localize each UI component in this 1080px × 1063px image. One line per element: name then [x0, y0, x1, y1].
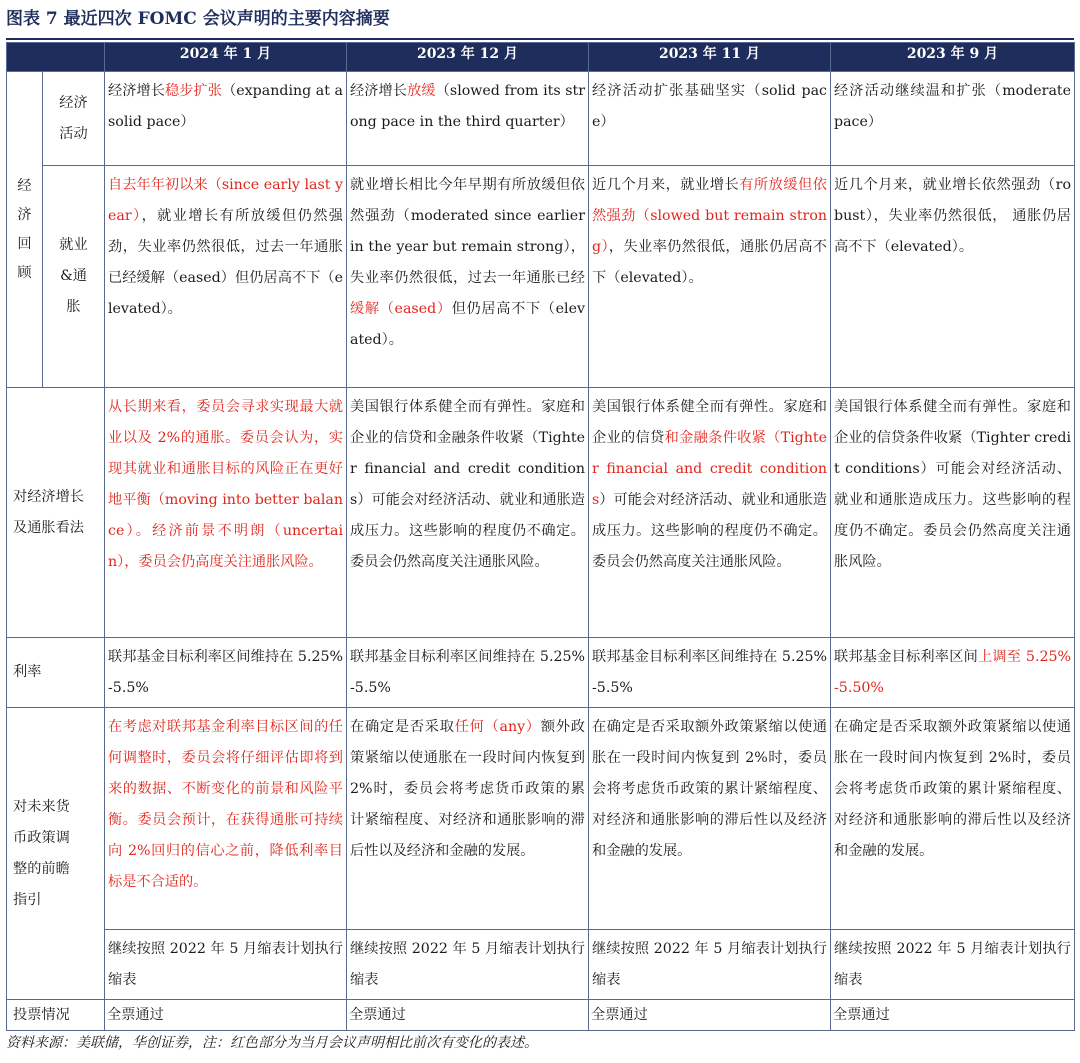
- activity-label: [43, 72, 105, 166]
- source-note: 资料来源：美联储，华创证券，注：红色部分为当月会议声明相比前次有变化的表述。: [6, 1035, 538, 1051]
- employment-2023-12: [347, 166, 589, 388]
- text-segment: ，就业增长有所放缓但仍然强劲，失业率仍然很低，过去一年通胀已经缓解（eased）但仍居高不下（elevated）。: [108, 208, 343, 317]
- outlook-label: [7, 388, 105, 638]
- cell-text: [589, 638, 830, 707]
- row-employment: [7, 166, 1075, 388]
- cell-text: [105, 166, 346, 328]
- rate-2023-11: [589, 638, 831, 708]
- title-divider: [6, 38, 1074, 40]
- rate-2023-12: [347, 638, 589, 708]
- row-outlook: [7, 388, 1075, 638]
- activity-2024-01: [105, 72, 347, 166]
- qt-2024-01-text: 继续按照 2022 年 5 月缩表计划执行缩表: [108, 941, 343, 988]
- qt-2023-12: [347, 930, 589, 1000]
- text-segment: 在确定是否采取额外政策紧缩以使通胀在一段时间内恢复到 2%时，委员会将考虑货币政策的累计紧缩程度、对经济和通胀影响的滞后性以及经济和金融的发展。: [592, 719, 827, 859]
- text-segment: 近几个月来，就业增长依然强劲（robust），失业率仍然很低， 通胀仍居高不下（elevated）。: [834, 177, 1071, 255]
- changed-text: 在考虑对联邦基金利率目标区间的任何调整时，委员会将仔细评估即将到来的数据、不断变化的前景和风险平衡。委员会预计，在获得通胀可持续向 2%回归的信心之前，降低利率目标是不合适的。: [108, 719, 343, 890]
- outlook-2024-01: [105, 388, 347, 638]
- cell-text: [831, 388, 1074, 581]
- cell-text: [831, 166, 1074, 266]
- text-segment: 经济活动扩张基础坚实（solid pace）: [592, 83, 827, 130]
- text-segment: 经济增长: [108, 83, 166, 99]
- vote-2023-11-text: 全票通过: [591, 1007, 648, 1023]
- activity-2023-09: [831, 72, 1075, 166]
- text-segment: 经济增长: [350, 83, 408, 99]
- cell-text: [347, 72, 588, 141]
- header-blank: [7, 43, 105, 72]
- text-segment: 美国银行体系健全而有弹性。家庭和企业的信贷: [592, 399, 827, 446]
- activity-label-text: 经济活动: [59, 94, 88, 142]
- row-vote: [7, 1000, 1075, 1031]
- activity-2023-12: [347, 72, 589, 166]
- cell-text: [831, 72, 1074, 141]
- text-segment: ）可能会对经济活动、就业和通胀造成压力。这些影响的程度仍不确定。委员会仍然高度关注通胀风险。: [592, 492, 827, 570]
- changed-text: 缓解（eased）: [350, 301, 452, 317]
- text-segment: 联邦基金目标利率区间维持在 5.25%-5.5%: [350, 649, 585, 696]
- text-segment: 但仍居高不下（elevated）。: [350, 301, 585, 348]
- vote-2024-01: [105, 1000, 347, 1031]
- rate-label-text: 利率: [13, 664, 42, 680]
- header-2023-09: 2023 年 9 月: [831, 43, 1075, 72]
- changed-text: 放缓: [407, 83, 436, 99]
- guidance-label-text: 对未来货币政策调整的前瞻指引: [13, 798, 70, 908]
- row-activity: [7, 72, 1075, 166]
- review-label-text: 经济回顾: [17, 177, 32, 281]
- fomc-summary-table: [6, 42, 1075, 1031]
- changed-text: 任何（any）: [454, 719, 541, 735]
- cell-text: [347, 638, 588, 707]
- vote-2024-01-text: 全票通过: [107, 1007, 164, 1023]
- qt-2023-09-text: 继续按照 2022 年 5 月缩表计划执行缩表: [834, 941, 1071, 988]
- text-segment: 联邦基金目标利率区间: [834, 649, 978, 665]
- qt-2023-09: [831, 930, 1075, 1000]
- changed-text: 稳步扩张: [165, 83, 223, 99]
- guidance-2024-01: [105, 708, 347, 930]
- cell-text: [589, 708, 830, 870]
- cell-text: [831, 638, 1074, 707]
- employment-2024-01: [105, 166, 347, 388]
- vote-label-text: 投票情况: [13, 1007, 70, 1023]
- employment-2023-09: [831, 166, 1075, 388]
- header-2023-11: 2023 年 11 月: [589, 43, 831, 72]
- cell-text: [347, 708, 588, 870]
- qt-2023-11-text: 继续按照 2022 年 5 月缩表计划执行缩表: [592, 941, 827, 988]
- text-segment: 就业增长相比今年早期有所放缓但依然强劲（moderated since earlier in the year but remain strong），失业率仍然很低，过去一年通胀已经: [350, 177, 585, 286]
- guidance-label: [7, 708, 105, 1000]
- row-guidance: [7, 708, 1075, 930]
- review-label: [7, 72, 43, 388]
- text-segment: （slowed from its strong pace in the third quarter）: [350, 83, 585, 130]
- cell-text: [347, 166, 588, 359]
- vote-2023-12-text: 全票通过: [349, 1007, 406, 1023]
- outlook-2023-12: [347, 388, 589, 638]
- text-segment: 美国银行体系健全而有弹性。家庭和企业的信贷条件收紧（Tighter credit conditions）可能会对经济活动、就业和通胀造成压力。这些影响的程度仍不确定。委员会仍然高度关注通胀风险。: [834, 399, 1071, 570]
- vote-2023-09-text: 全票通过: [833, 1007, 890, 1023]
- outlook-label-text: 对经济增长及通胀看法: [13, 488, 84, 536]
- cell-text: [105, 388, 346, 581]
- text-segment: （expanding at a solid pace）: [108, 83, 343, 130]
- qt-2024-01: [105, 930, 347, 1000]
- outlook-2023-11: [589, 388, 831, 638]
- text-segment: 在确定是否采取额外政策紧缩以使通胀在一段时间内恢复到 2%时，委员会将考虑货币政策的累计紧缩程度、对经济和通胀影响的滞后性以及经济和金融的发展。: [834, 719, 1071, 859]
- cell-text: [347, 388, 588, 581]
- activity-2023-11: [589, 72, 831, 166]
- text-segment: 近几个月来，就业增长: [592, 177, 740, 193]
- cell-text: [105, 638, 346, 707]
- text-segment: ，失业率仍然很低，通胀仍居高不下（elevated）。: [592, 239, 827, 286]
- guidance-2023-11: [589, 708, 831, 930]
- vote-2023-11: [589, 1000, 831, 1031]
- text-segment: 额外政策紧缩以使通胀在一段时间内恢复到 2%时，委员会将考虑货币政策的累计紧缩程度、对经济和通胀影响的滞后性以及经济和金融的发展。: [350, 719, 585, 859]
- changed-text: 上调至 5.25%-5.50%: [834, 649, 1071, 696]
- text-segment: 联邦基金目标利率区间维持在 5.25%-5.5%: [108, 649, 343, 696]
- text-segment: 美国银行体系健全而有弹性。家庭和企业的信贷和金融条件收紧（Tighter financial and credit conditions）可能会对经济活动、就业和通胀造成压力。这些影响的程度仍不确定。委员会仍然高度关注通胀风险。: [350, 399, 585, 570]
- outlook-2023-09: [831, 388, 1075, 638]
- header-2023-12: 2023 年 12 月: [347, 43, 589, 72]
- text-segment: 经济活动继续温和扩张（moderate pace）: [834, 83, 1071, 130]
- cell-text: [105, 708, 346, 901]
- header-2024-01: 2024 年 1 月: [105, 43, 347, 72]
- vote-label: [7, 1000, 105, 1031]
- employment-2023-11: [589, 166, 831, 388]
- rate-2023-09: [831, 638, 1075, 708]
- cell-text: [589, 166, 830, 297]
- cell-text: [589, 72, 830, 141]
- guidance-2023-09: [831, 708, 1075, 930]
- changed-text: 有所放缓但依然强劲（slowed but remain strong）: [592, 177, 827, 255]
- rate-2024-01: [105, 638, 347, 708]
- changed-text: 自去年年初以来（since early last year）: [108, 177, 343, 224]
- rate-label: [7, 638, 105, 708]
- changed-text: 从长期来看，委员会寻求实现最大就业以及 2%的通胀。委员会认为，实现其就业和通胀目标的风险正在更好地平衡（moving into better balance）。经济前景不明朗（uncertain），委员会仍高度关注通胀风险。: [108, 399, 343, 570]
- row-rate: [7, 638, 1075, 708]
- guidance-2023-12: [347, 708, 589, 930]
- figure-title: 图表 7 最近四次 FOMC 会议声明的主要内容摘要: [6, 9, 390, 29]
- qt-2023-12-text: 继续按照 2022 年 5 月缩表计划执行缩表: [350, 941, 585, 988]
- cell-text: [589, 388, 830, 581]
- cell-text: [105, 72, 346, 141]
- text-segment: 在确定是否采取: [350, 719, 455, 735]
- cell-text: [831, 708, 1074, 870]
- header-row: [7, 43, 1075, 72]
- vote-2023-12: [347, 1000, 589, 1031]
- employment-label: [43, 166, 105, 388]
- vote-2023-09: [831, 1000, 1075, 1031]
- text-segment: 联邦基金目标利率区间维持在 5.25%-5.5%: [592, 649, 827, 696]
- row-qt: [7, 930, 1075, 1000]
- employment-label-text: 就业&通胀: [59, 237, 88, 315]
- changed-text: 和金融条件收紧（Tighter financial and credit conditions: [592, 430, 827, 508]
- qt-2023-11: [589, 930, 831, 1000]
